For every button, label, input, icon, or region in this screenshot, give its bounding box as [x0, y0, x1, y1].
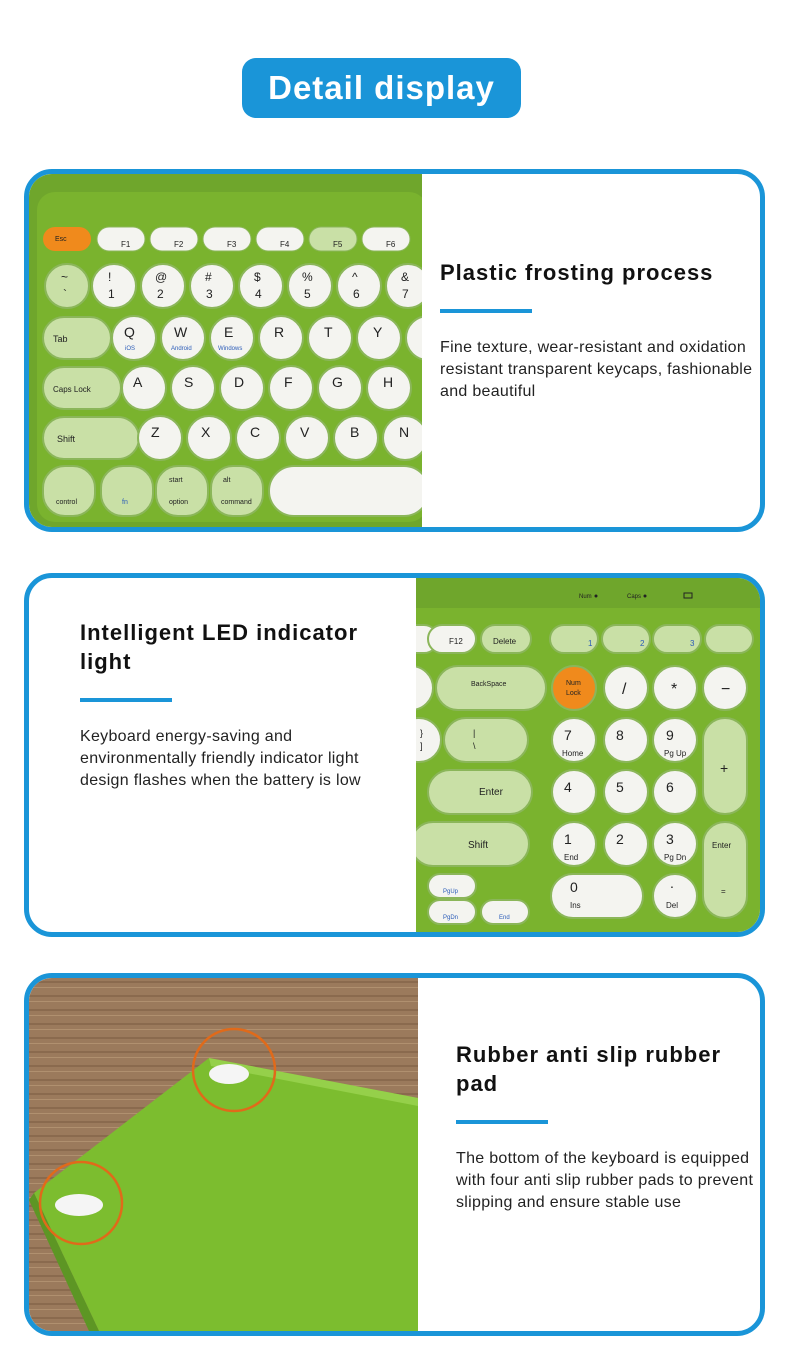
numpad-6: 6 — [666, 779, 674, 795]
feature-card-led — [24, 573, 765, 937]
feature-description: The bottom of the keyboard is equipped with four anti slip rubber pads to prevent slipping and ensure stable use — [456, 1150, 754, 1211]
numpad-9: 9 — [666, 727, 674, 743]
key-pipe: | — [473, 728, 476, 738]
key-x: X — [201, 424, 211, 440]
key-b: B — [350, 424, 360, 440]
rubber-pad-left — [55, 1194, 103, 1216]
key-numlock-2: Lock — [566, 690, 581, 697]
numpad-plus: + — [720, 760, 729, 776]
key-backspace: BackSpace — [471, 681, 507, 688]
numpad-dot: . — [670, 875, 674, 891]
key-option: option — [169, 499, 189, 506]
key-numlock-1: Num — [566, 680, 581, 687]
numpad-enter: Enter — [712, 841, 732, 850]
key-tab: Tab — [53, 334, 68, 344]
keyboard-closeup-photo — [29, 174, 422, 527]
numpad-1-sub: End — [564, 853, 579, 862]
key-7: 7 — [402, 287, 409, 301]
key-v: V — [300, 424, 310, 440]
accent-bar — [80, 698, 172, 702]
key-e-sub: Windows — [218, 346, 243, 352]
key-multiply: * — [671, 681, 678, 698]
key-percent: % — [302, 270, 313, 284]
key-5: 5 — [304, 287, 311, 301]
key-capslock: Caps Lock — [53, 385, 91, 394]
bt-channel-3: 3 — [690, 639, 695, 648]
key-bracket: ] — [420, 741, 423, 751]
key-r: R — [274, 324, 285, 340]
feature-text-led — [80, 618, 400, 792]
numpad-1: 1 — [564, 831, 572, 847]
key-f12: F12 — [449, 637, 463, 646]
key-exclaim: ! — [108, 270, 112, 284]
rubber-pad-top — [209, 1064, 249, 1084]
numpad-8: 8 — [616, 727, 624, 743]
key-a: A — [133, 374, 143, 390]
key-pgup: PgUp — [443, 889, 459, 895]
key-control: control — [56, 499, 78, 506]
key-f: F — [284, 374, 293, 390]
key-t: T — [324, 324, 333, 340]
key-g: G — [332, 374, 343, 390]
numpad-0: 0 — [570, 879, 578, 895]
numpad-3-sub: Pg Dn — [664, 853, 687, 862]
key-backslash: \ — [473, 741, 476, 751]
key-d: D — [234, 374, 245, 390]
key-h: H — [383, 374, 394, 390]
accent-bar — [456, 1120, 548, 1124]
key-6: 6 — [353, 287, 360, 301]
key-hash: # — [205, 270, 212, 284]
numpad-equals: = — [721, 887, 726, 896]
feature-card-frosting — [24, 169, 765, 532]
key-f4: F4 — [280, 240, 290, 249]
numpad-3: 3 — [666, 831, 674, 847]
feature-description: Keyboard energy-saving and environmentally friendly indicator light design flashes when the battery is low — [80, 728, 361, 789]
numpad-7-sub: Home — [562, 749, 584, 758]
key-1: 1 — [108, 287, 115, 301]
accent-bar — [440, 309, 532, 313]
key-c: C — [250, 424, 261, 440]
key-shift: Shift — [57, 434, 76, 444]
numpad-0-sub: Ins — [570, 901, 581, 910]
key-n: N — [399, 424, 410, 440]
feature-text-frosting — [440, 258, 760, 403]
key-y: Y — [373, 324, 383, 340]
key-f5: F5 — [333, 240, 343, 249]
key-delete: Delete — [493, 637, 517, 646]
key-amp: & — [401, 270, 410, 284]
key-4: 4 — [255, 287, 262, 301]
key-s: S — [184, 374, 194, 390]
key-f6: F6 — [386, 240, 396, 249]
feature-text-rubber-pad — [456, 1040, 765, 1214]
key-divide: / — [622, 681, 627, 698]
feature-heading: Intelligent LED indicator light — [80, 620, 359, 674]
key-tilde: ~ — [61, 270, 69, 284]
bt-channel-2: 2 — [640, 639, 645, 648]
key-shift-right: Shift — [468, 840, 489, 851]
key-3: 3 — [206, 287, 213, 301]
key-2: 2 — [157, 287, 164, 301]
num-indicator-label: Num — [579, 594, 592, 600]
key-z: Z — [151, 424, 160, 440]
section-title: Detail display — [242, 58, 521, 118]
key-e: E — [224, 324, 234, 340]
key-end-nav: End — [499, 915, 510, 921]
key-start: start — [169, 477, 183, 484]
key-q-sub: iOS — [125, 346, 136, 352]
key-brace: } — [420, 728, 424, 738]
key-esc: Esc — [55, 236, 67, 243]
key-dollar: $ — [254, 270, 261, 284]
keyboard-bottom-photo — [29, 978, 418, 1331]
numpad-dot-sub: Del — [666, 901, 679, 910]
numpad-9-sub: Pg Up — [664, 749, 687, 758]
key-enter-main: Enter — [479, 787, 503, 798]
key-w: W — [174, 324, 188, 340]
numpad-7: 7 — [564, 727, 572, 743]
key-alt: alt — [223, 477, 231, 484]
key-f2: F2 — [174, 240, 184, 249]
key-f3: F3 — [227, 240, 237, 249]
numpad-2: 2 — [616, 831, 624, 847]
feature-card-rubber-pad — [24, 973, 765, 1336]
key-q: Q — [124, 324, 135, 340]
key-caret: ^ — [352, 270, 358, 284]
key-fn: fn — [122, 499, 128, 506]
caps-indicator-label: Caps — [627, 594, 642, 600]
key-f1: F1 — [121, 240, 131, 249]
key-command: command — [221, 499, 252, 506]
bt-channel-1: 1 — [588, 639, 593, 648]
feature-heading: Plastic frosting process — [440, 260, 714, 285]
numpad-4: 4 — [564, 779, 572, 795]
feature-heading: Rubber anti slip rubber pad — [456, 1042, 722, 1096]
key-pgdn: PgDn — [443, 915, 459, 921]
numpad-5: 5 — [616, 779, 624, 795]
key-minus: − — [721, 681, 731, 698]
feature-description: Fine texture, wear-resistant and oxidation resistant transparent keycaps, fashionable and beautiful — [440, 339, 753, 400]
key-w-sub: Android — [171, 346, 192, 352]
key-at: @ — [155, 270, 168, 284]
keyboard-numpad-photo — [416, 578, 765, 932]
key-backtick: ` — [63, 287, 67, 301]
